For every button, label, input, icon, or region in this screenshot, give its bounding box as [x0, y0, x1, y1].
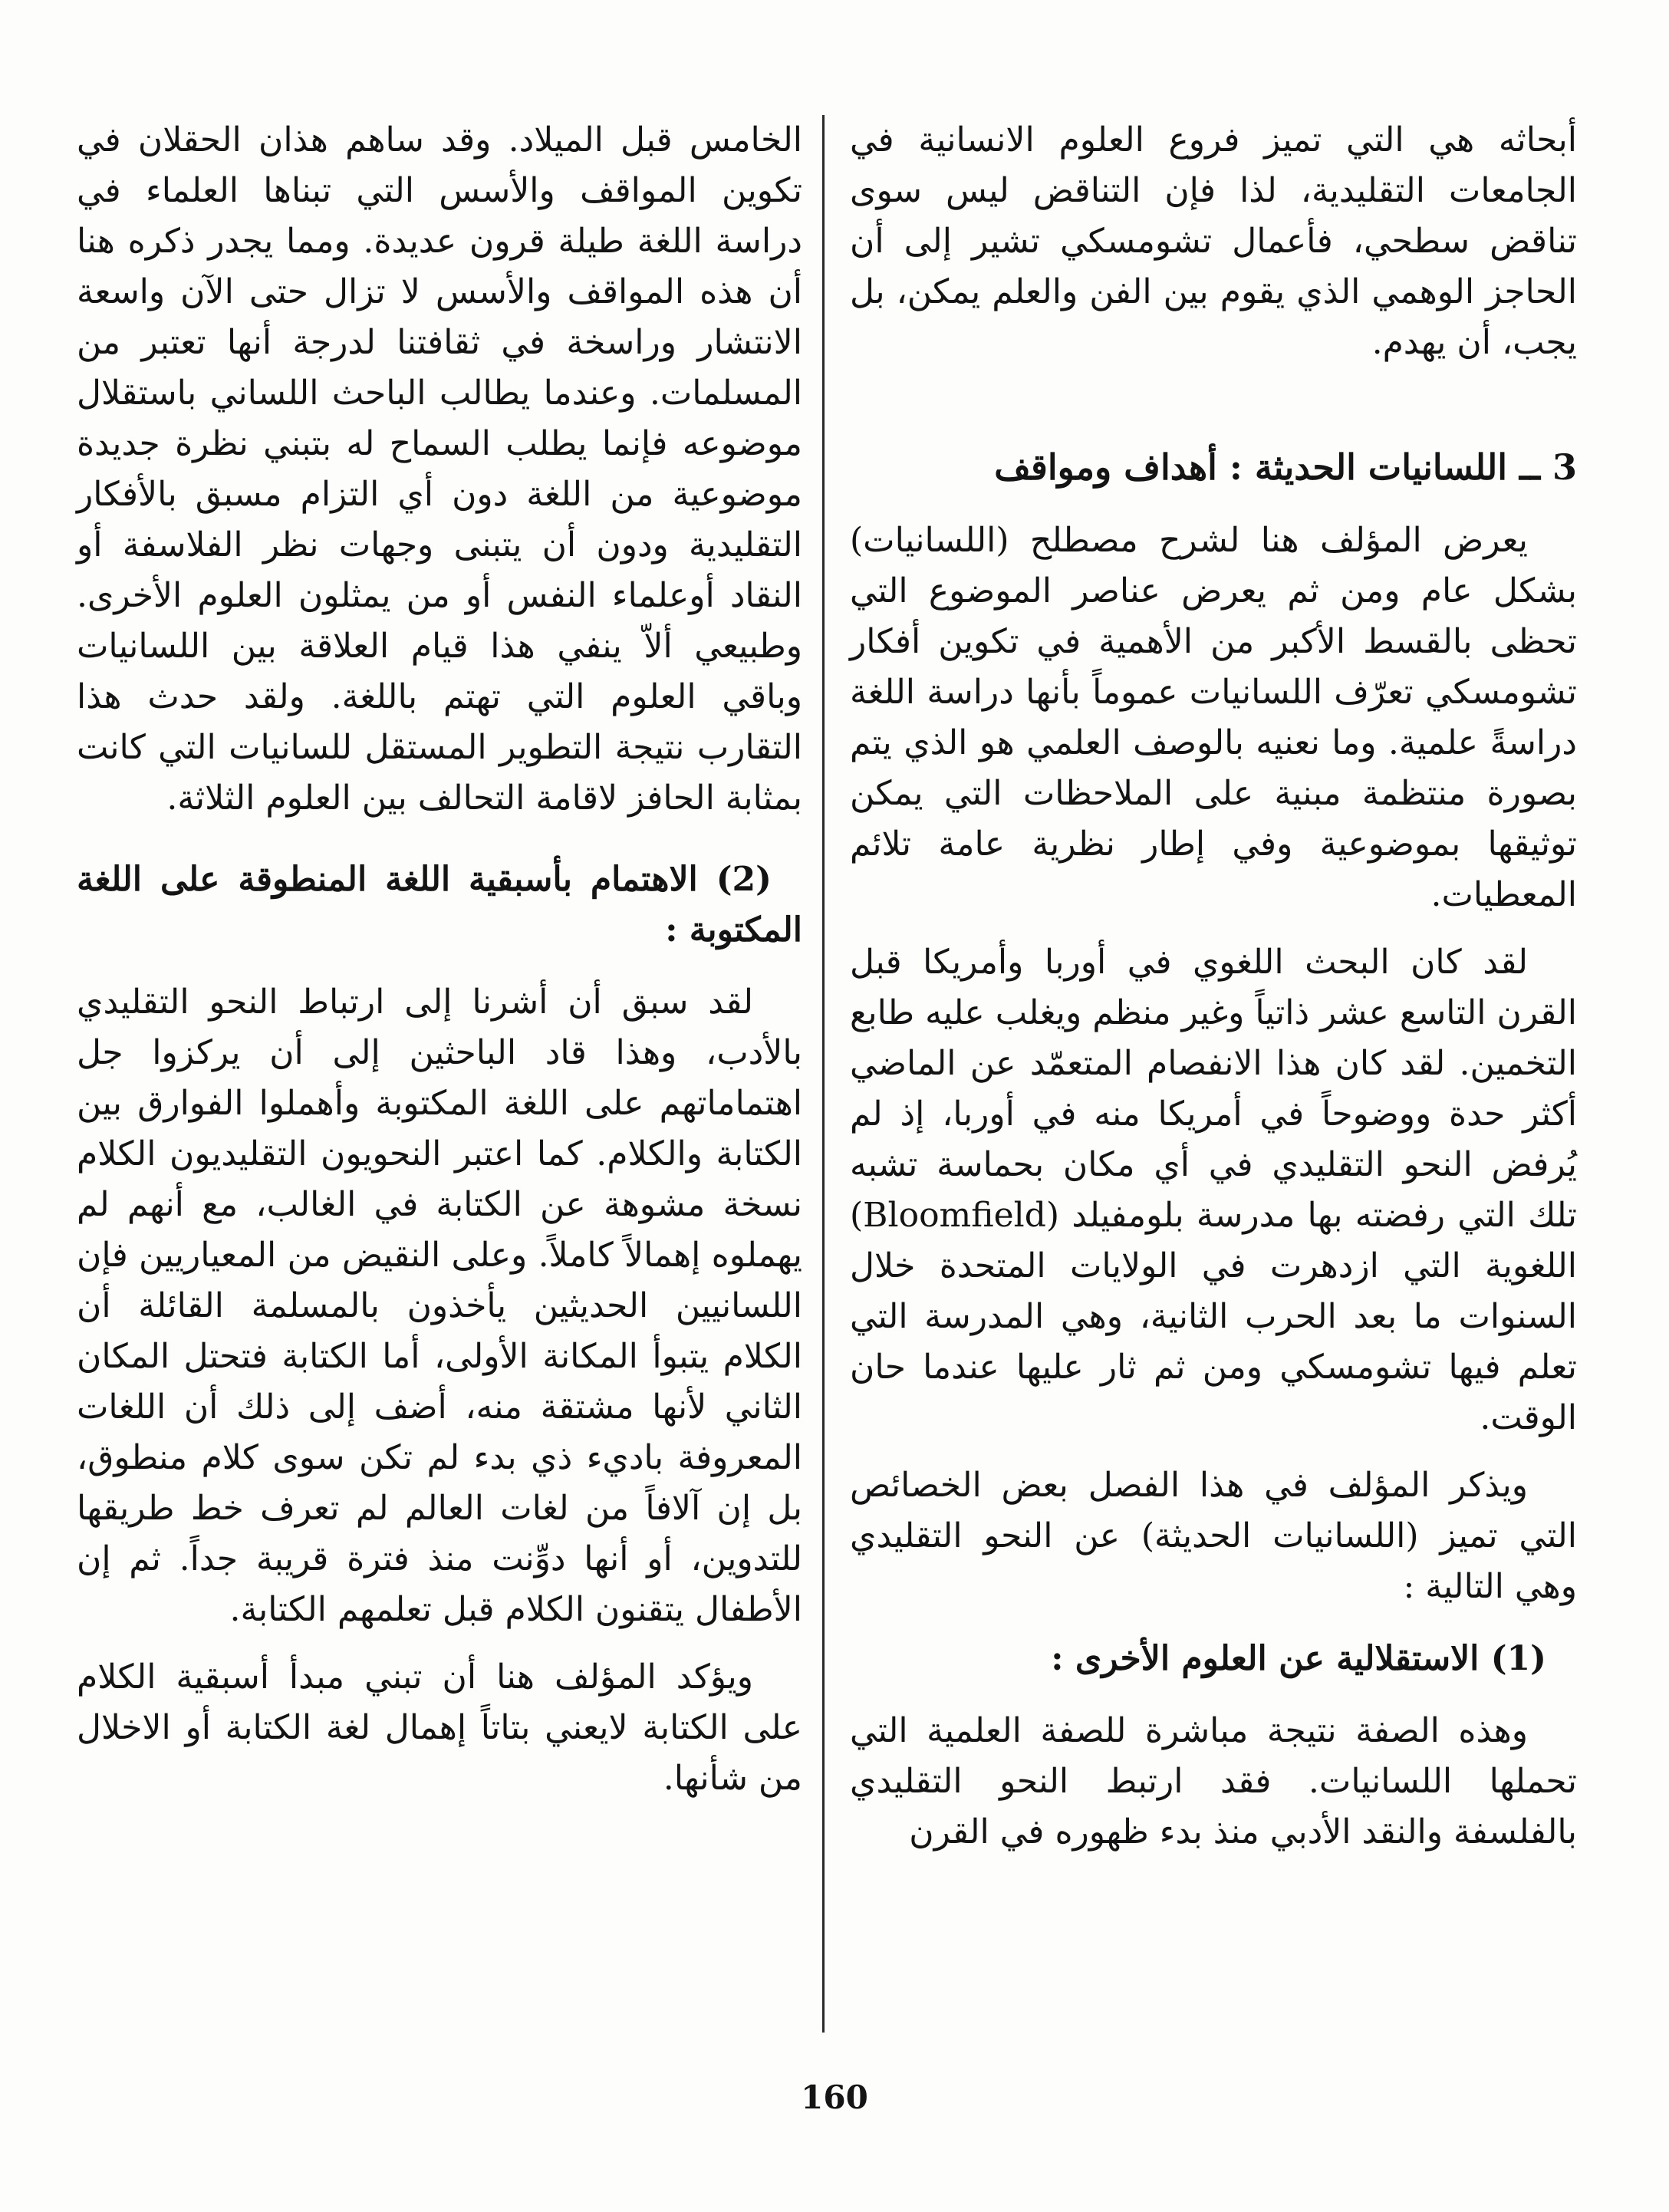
- paragraph: الخامس قبل الميلاد. وقد ساهم هذان الحقلان في تكوين المواقف والأسس التي تبناها العلماء في دراسة اللغة طيلة قرون عديدة. ومما يجدر ذكره هنا أن هذه المواقف والأسس لا تزال حتى الآن واسعة الانتشار وراسخة في ثقافتنا لدرجة أنها تعتبر من المسلمات. وعندما يطالب الباحث اللساني باستقلال موضوعه فإنما يطلب السماح له بتبني نظرة جديدة موضوعية من اللغة دون أي التزام مسبق بالأفكار التقليدية ودون أن يتبنى وجهات نظر الفلاسفة أو النقاد أوعلماء النفس أو من يمثلون العلوم الأخرى. وطبيعي ألاّ ينفي هذا قيام العلاقة بين اللسانيات وباقي العلوم التي تهتم باللغة. ولقد حدث هذا التقارب نتيجة التطوير المستقل للسانيات التي كانت بمثابة الحافز لاقامة التحالف بين العلوم الثلاثة.: [77, 120, 802, 818]
- paragraph: لقد كان البحث اللغوي في أوربا وأمريكا قبل القرن التاسع عشر ذاتياً وغير منظم ويغلب عليه طابع التخمين. لقد كان هذا الانفصام المتعمّد عن الماضي أكثر حدة ووضوحاً في أمريكا منه في أوربا، إذ لم يُرفض النحو التقليدي في أي مكان بحماسة تشبه تلك التي رفضته بها مدرسة بلومفيلد (Bloomfield) اللغوية التي ازدهرت في الولايات المتحدة خلال السنوات ما بعد الحرب الثانية، وهي المدرسة التي تعلم فيها تشومسكي ومن ثم ثار عليها عندما حان الوقت.: [850, 943, 1578, 1437]
- left-column: [77, 115, 802, 1821]
- paragraph: ويؤكد المؤلف هنا أن تبني مبدأ أسبقية الكلام على الكتابة لايعني بتاتاً إهمال لغة الكتابة أو الاخلال من شأنها.: [77, 1657, 802, 1798]
- paragraph: ويذكر المؤلف في هذا الفصل بعض الخصائص التي تميز (اللسانيات الحديثة) عن النحو التقليدي وهي التالية :: [850, 1466, 1577, 1606]
- section-heading: 3 ــ اللسانيات الحديثة : أهداف ومواقف: [994, 446, 1577, 488]
- paragraph: وهذه الصفة نتيجة مباشرة للصفة العلمية التي تحملها اللسانيات. فقد ارتبط النحو التقليدي بالفلسفة والنقد الأدبي منذ بدء ظهوره في القرن: [850, 1711, 1577, 1852]
- sub-heading: (1) الاستقلالية عن العلوم الأخرى :: [1051, 1639, 1546, 1678]
- page-number: 160: [801, 2079, 868, 2116]
- right-column: [850, 115, 1577, 1875]
- column-divider: [822, 115, 825, 2033]
- paragraph: يعرض المؤلف هنا لشرح مصطلح (اللسانيات) بشكل عام ومن ثم يعرض عناصر الموضوع التي تحظى بالقسط الأكبر من الأهمية في تكوين أفكار تشومسكي تعرّف اللسانيات عموماً بأنها دراسة اللغة دراسةً علمية. وما نعنيه بالوصف العلمي هو الذي يتم بصورة منتظمة مبنية على الملاحظات التي يمكن توثيقها بموضوعية وفي إطار نظرية عامة تلائم المعطيات.: [850, 521, 1578, 914]
- paragraph: أبحاثه هي التي تميز فروع العلوم الانسانية في الجامعات التقليدية، لذا فإن التناقض ليس سوى تناقض سطحي، فأعمال تشومسكي تشير إلى أن الحاجز الوهمي الذي يقوم بين الفن والعلم يمكن، بل يجب، أن يهدم.: [850, 120, 1577, 362]
- sub-heading: (2) الاهتمام بأسبقية اللغة المنطوقة على اللغة المكتوبة :: [77, 860, 802, 950]
- paragraph: لقد سبق أن أشرنا إلى ارتباط النحو التقليدي بالأدب، وهذا قاد الباحثين إلى أن يركزوا جل اهتماماتهم على اللغة المكتوبة وأهملوا الفوارق بين الكتابة والكلام. كما اعتبر النحويون التقليديون الكلام نسخة مشوهة عن الكتابة في الغالب، مع أنهم لم يهملوه إهمالاً كاملاً. وعلى النقيض من المعياريين فإن اللسانيين الحديثين يأخذون بالمسلمة القائلة أن الكلام يتبوأ المكانة الأولى، أما الكتابة فتحتل المكان الثاني لأنها مشتقة منه، أضف إلى ذلك أن اللغات المعروفة باديء ذي بدء لم تكن سوى كلام منطوق، بل إن آلافاً من لغات العالم لم تعرف خط طريقها للتدوين، أو أنها دوِّنت منذ فترة قريبة جداً. ثم إن الأطفال يتقنون الكلام قبل تعلمهم الكتابة.: [77, 983, 802, 1629]
